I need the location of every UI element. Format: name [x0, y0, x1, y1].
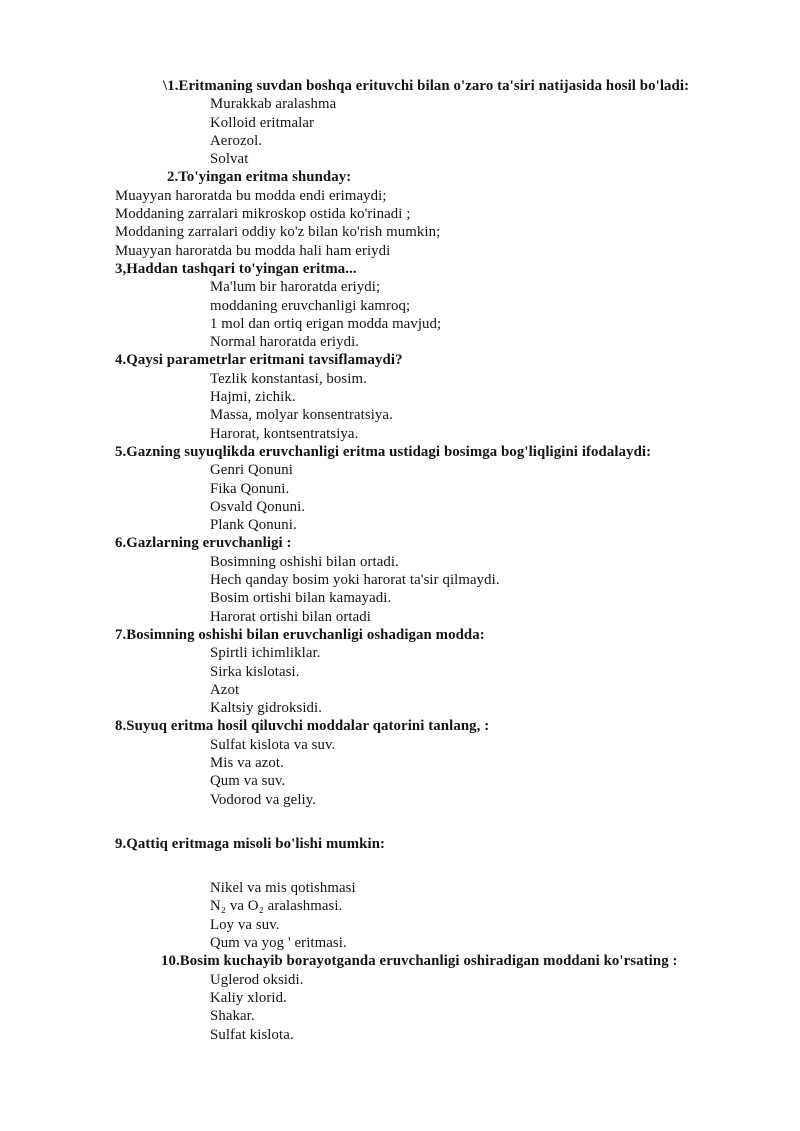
blank-line [115, 853, 780, 879]
answer-option: Qum va yog ' eritmasi. [210, 935, 347, 952]
answer-option: Hech qanday bosim yoki harorat ta'sir qilmaydi. [210, 572, 500, 589]
answer-option: N₂ va O₂ aralashmasi. [210, 898, 343, 915]
answer-option: Normal haroratda eriydi. [210, 334, 360, 351]
answer-option: Sulfat kislota. [210, 1026, 294, 1043]
question-header: \1.Eritmaning suvdan boshqa erituvchi bilan o'zaro ta'siri natijasida hosil bo'ladi: [163, 78, 690, 94]
answer-option: Moddaning zarralari oddiy ko'z bilan ko'rish mumkin; [115, 224, 441, 241]
answer-option: Osvald Qonuni. [210, 498, 306, 515]
answer-option: Harorat ortishi bilan ortadi [210, 608, 371, 625]
question-header: 4.Qaysi parametrlar eritmani tavsiflamaydi? [115, 352, 403, 369]
answer-option: Harorat, kontsentratsiya. [210, 425, 359, 442]
question-header: 9.Qattiq eritmaga misoli bo'lishi mumkin: [115, 835, 386, 852]
answer-option: Loy va suv. [210, 916, 280, 933]
answer-option: Shakar. [210, 1008, 255, 1025]
answer-option: Plank Qonuni. [210, 517, 297, 534]
answer-option: Qum va suv. [210, 773, 286, 790]
answer-option: Bosim ortishi bilan kamayadi. [210, 590, 392, 607]
question-header: 7.Bosimning oshishi bilan eruvchanligi oshadigan modda: [115, 626, 485, 643]
question-header: 6.Gazlarning eruvchanligi : [115, 535, 292, 552]
answer-option: Vodorod va geliy. [210, 791, 317, 808]
answer-option: 1 mol dan ortiq erigan modda mavjud; [210, 315, 442, 332]
question-header: 10.Bosim kuchayib borayotganda eruvchanligi oshiradigan moddani ko'rsating : [161, 953, 678, 970]
answer-option: Sirka kislotasi. [210, 663, 300, 680]
answer-option: Sulfat kislota va suv. [210, 736, 336, 753]
answer-option: Kaltsiy gidroksidi. [210, 700, 323, 717]
answer-option: Muayyan haroratda bu modda hali ham eriydi [115, 242, 391, 259]
answer-option: Azot [210, 681, 240, 698]
answer-option: Tezlik konstantasi, bosim. [210, 370, 367, 387]
answer-option: Moddaning zarralari mikroskop ostida ko'rinadi ; [115, 206, 411, 223]
blank-line [115, 809, 780, 835]
answer-option: Muayyan haroratda bu modda endi erimaydi; [115, 187, 387, 204]
answer-option: Hajmi, zichik. [210, 389, 296, 406]
answer-option: Kaliy xlorid. [210, 989, 287, 1006]
question-header: 8.Suyuq eritma hosil qiluvchi moddalar qatorini tanlang, : [115, 718, 490, 735]
answer-option: Mis va azot. [210, 754, 284, 771]
answer-option: Nikel va mis qotishmasi [210, 880, 356, 897]
answer-option: Fika Qonuni. [210, 480, 290, 497]
answer-option: Murakkab aralashma [210, 96, 337, 113]
answer-option: Uglerod oksidi. [210, 971, 304, 988]
answer-option: Genri Qonuni [210, 462, 293, 479]
question-header: 3,Haddan tashqari to'yingan eritma... [115, 260, 357, 277]
answer-option: Aerozol. [210, 132, 263, 149]
answer-option: moddaning eruvchanligi kamroq; [210, 297, 411, 314]
answer-option: Solvat [210, 151, 249, 168]
answer-option: Spirtli ichimliklar. [210, 645, 321, 662]
answer-option: Bosimning oshishi bilan ortadi. [210, 553, 399, 570]
question-header: 5.Gazning suyuqlikda eruvchanligi eritma ustidagi bosimga bog'liqligini ifodalaydi: [115, 443, 652, 460]
answer-option: Kolloid eritmalar [210, 114, 315, 131]
answer-option: Ma'lum bir haroratda eriydi; [210, 279, 381, 296]
answer-option: Massa, molyar konsentratsiya. [210, 407, 393, 424]
question-header: 2.To'yingan eritma shunday: [167, 169, 352, 186]
